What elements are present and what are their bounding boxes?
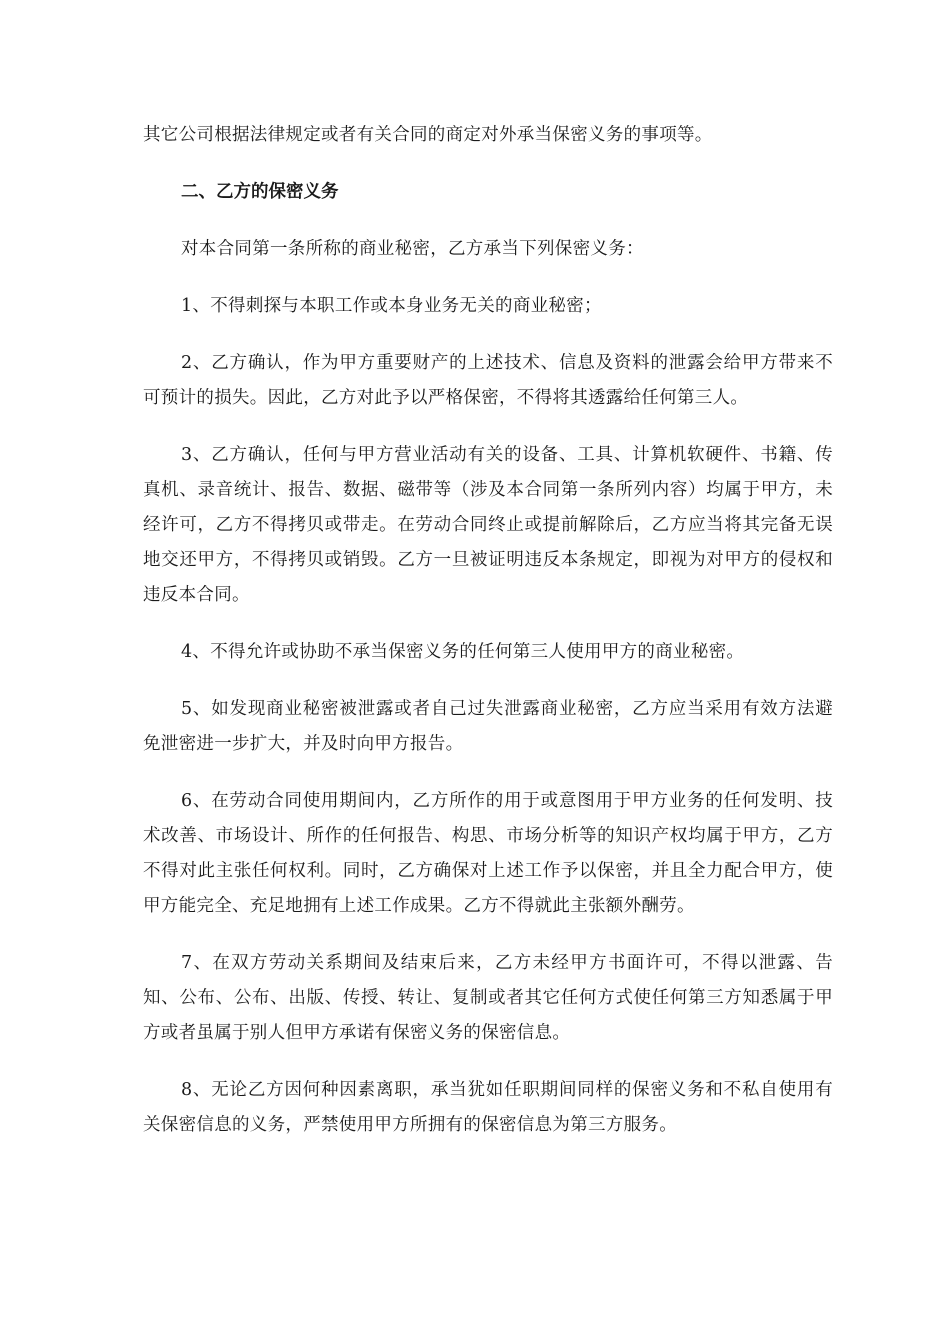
intro-paragraph: 对本合同第一条所称的商业秘密，乙方承当下列保密义务： [181, 239, 644, 259]
obligation-item-3: 3、乙方确认，任何与甲方营业活动有关的设备、工具、计算机软硬件、书籍、传真机、录音统计、报告、数据、磁带等（涉及本合同第一条所列内容）均属于甲方，未经许可，乙方不得拷贝或带走。在劳动合同终止或提前解除后，乙方应当将其完备无误地交还甲方，不得拷贝或销毁。乙方一旦被证明违反本条规定，即视为对甲方的侵权和违反本合同。 [143, 445, 833, 605]
obligation-item-4: 4、不得允许或协助不承当保密义务的任何第三人使用甲方的商业秘密。 [181, 642, 745, 662]
obligation-item-7: 7、在双方劳动关系期间及结束后来，乙方未经甲方书面许可，不得以泄露、告知、公布、公布、出版、传授、转让、复制或者其它任何方式使任何第三方知悉属于甲方或者虽属于别人但甲方承诺有保密义务的保密信息。 [143, 953, 833, 1043]
obligation-item-2: 2、乙方确认，作为甲方重要财产的上述技术、信息及资料的泄露会给甲方带来不可预计的损失。因此，乙方对此予以严格保密，不得将其透露给任何第三人。 [143, 353, 833, 408]
obligation-item-8: 8、无论乙方因何种因素离职，承当犹如任职期间同样的保密义务和不私自使用有关保密信息的义务，严禁使用甲方所拥有的保密信息为第三方服务。 [143, 1080, 833, 1135]
section-heading: 二、乙方的保密义务 [181, 182, 339, 202]
obligation-item-1: 1、不得刺探与本职工作或本身业务无关的商业秘密； [181, 296, 602, 316]
continuation-paragraph: 其它公司根据法律规定或者有关合同的商定对外承当保密义务的事项等。 [143, 125, 713, 145]
obligation-item-5: 5、如发现商业秘密被泄露或者自己过失泄露商业秘密，乙方应当采用有效方法避免泄密进一步扩大，并及时向甲方报告。 [143, 699, 833, 754]
document-body [143, 118, 833, 1165]
obligation-item-6: 6、在劳动合同使用期间内，乙方所作的用于或意图用于甲方业务的任何发明、技术改善、市场设计、所作的任何报告、构思、市场分析等的知识产权均属于甲方，乙方不得对此主张任何权利。同时，乙方确保对上述工作予以保密，并且全力配合甲方，使甲方能完全、充足地拥有上述工作成果。乙方不得就此主张额外酬劳。 [143, 791, 833, 916]
